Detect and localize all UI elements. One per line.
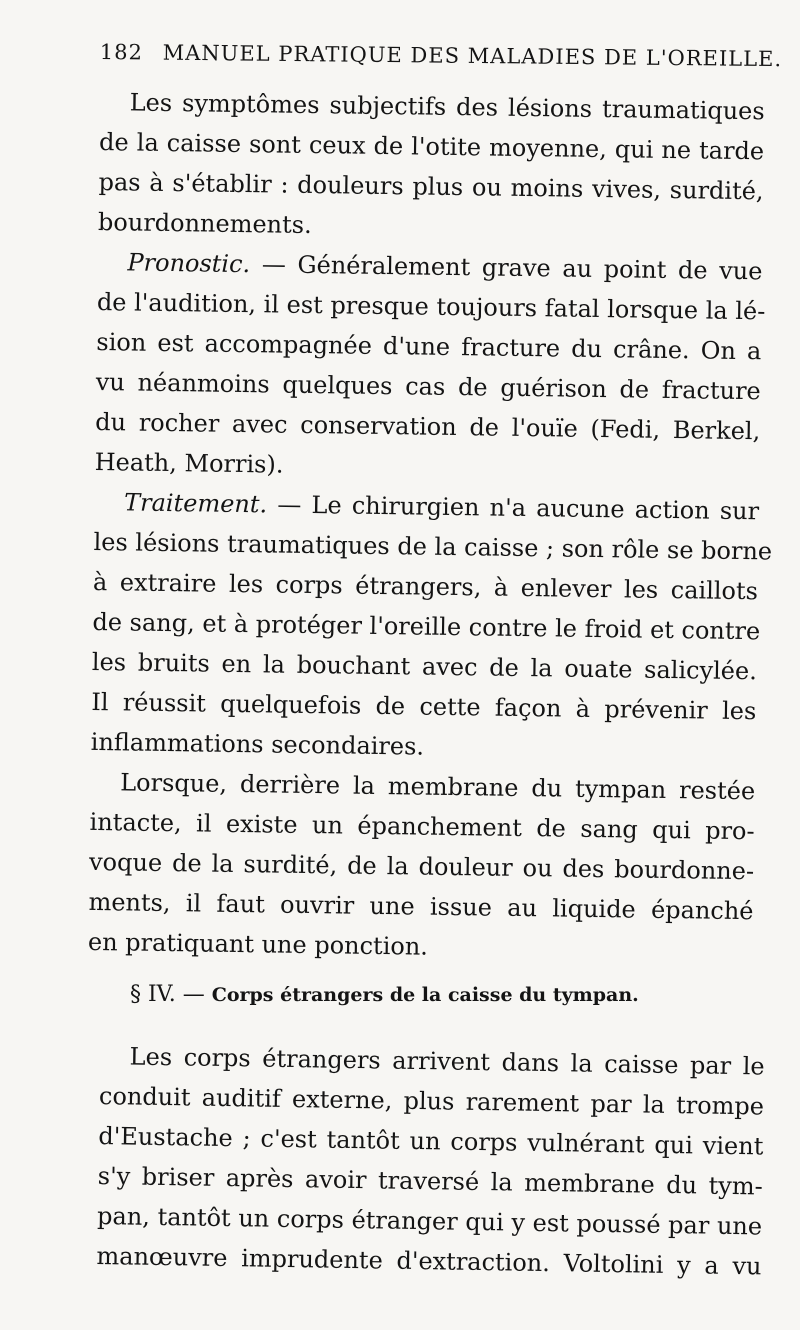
text-line: Il réussit quelquefois de cette façon à prévenir les: [91, 687, 757, 726]
section-title: Corps étrangers de la caisse du tympan.: [211, 984, 639, 1006]
text-line: Lorsque, derrière la membrane du tympan restée: [120, 768, 756, 806]
body-text-block: [96, 1036, 765, 1286]
text-line: Heath, Morris).: [94, 447, 284, 479]
running-title: MANUEL PRATIQUE DES MALADIES DE L'OREILLE.: [162, 40, 783, 72]
text-line: du rocher avec conservation de l'ouïe (Fedi, Berkel,: [95, 407, 761, 446]
text-line: inflammations secondaires.: [90, 727, 425, 761]
text-line: de l'audition, il est presque toujours fatal lorsque la lé-: [96, 287, 766, 326]
pronostic-heading: Pronostic.: [127, 248, 251, 279]
text-line: ments, il faut ouvrir une issue au liquide épanché: [88, 887, 754, 926]
text-line: de la caisse sont ceux de l'otite moyenne, qui ne tarde: [98, 127, 765, 166]
running-head: [99, 40, 783, 72]
text-line: bourdonnements.: [97, 207, 312, 239]
text-line: Les symptômes subjectifs des lésions traumatiques: [129, 88, 765, 126]
text-line: en pratiquant une ponction.: [87, 927, 429, 961]
text-line: vu néanmoins quelques cas de guérison de fracture: [95, 367, 761, 406]
text-line: intacte, il existe un épanchement de sang qui pro-: [89, 807, 755, 846]
page-number: 182: [99, 40, 144, 65]
text-line: s'y briser après avoir traversé la membrane du tym-: [97, 1161, 763, 1201]
text-line: sion est accompagnée d'une fracture du crâne. On a: [96, 327, 762, 366]
section-dash: —: [182, 982, 205, 1007]
text-line: d'Eustache ; c'est tantôt un corps vulnérant qui vient: [98, 1121, 764, 1161]
text-fragment: — Généralement grave au point de vue: [261, 250, 763, 286]
text-line: voque de la surdité, de la douleur ou des bourdonne-: [88, 847, 755, 886]
text-line: les bruits en la bouchant avec de la ouate salicylée.: [91, 647, 758, 686]
text-line: pas à s'établir : douleurs plus ou moins vives, surdité,: [98, 167, 764, 206]
text-line: manœuvre imprudente d'extraction. Voltolini y a vu: [96, 1241, 762, 1281]
text-line: à extraire les corps étrangers, à enlever les caillots: [92, 567, 759, 606]
text-fragment: — Le chirurgien n'a aucune action sur: [277, 490, 760, 526]
section-number: § IV.: [130, 982, 176, 1007]
text-line: les lésions traumatiques de la caisse ; son rôle se borne: [93, 527, 773, 566]
text-line: Les corps étrangers arrivent dans la caisse par le: [129, 1042, 765, 1081]
text-line: de sang, et à protéger l'oreille contre le froid et contre: [92, 607, 761, 646]
text-line: conduit auditif externe, plus rarement par la trompe: [98, 1081, 765, 1121]
section-heading: [130, 982, 639, 1007]
traitement-heading: Traitement.: [123, 488, 268, 519]
body-text-block: [87, 82, 773, 971]
text-line: pan, tantôt un corps étranger qui y est poussé par une: [96, 1201, 763, 1241]
